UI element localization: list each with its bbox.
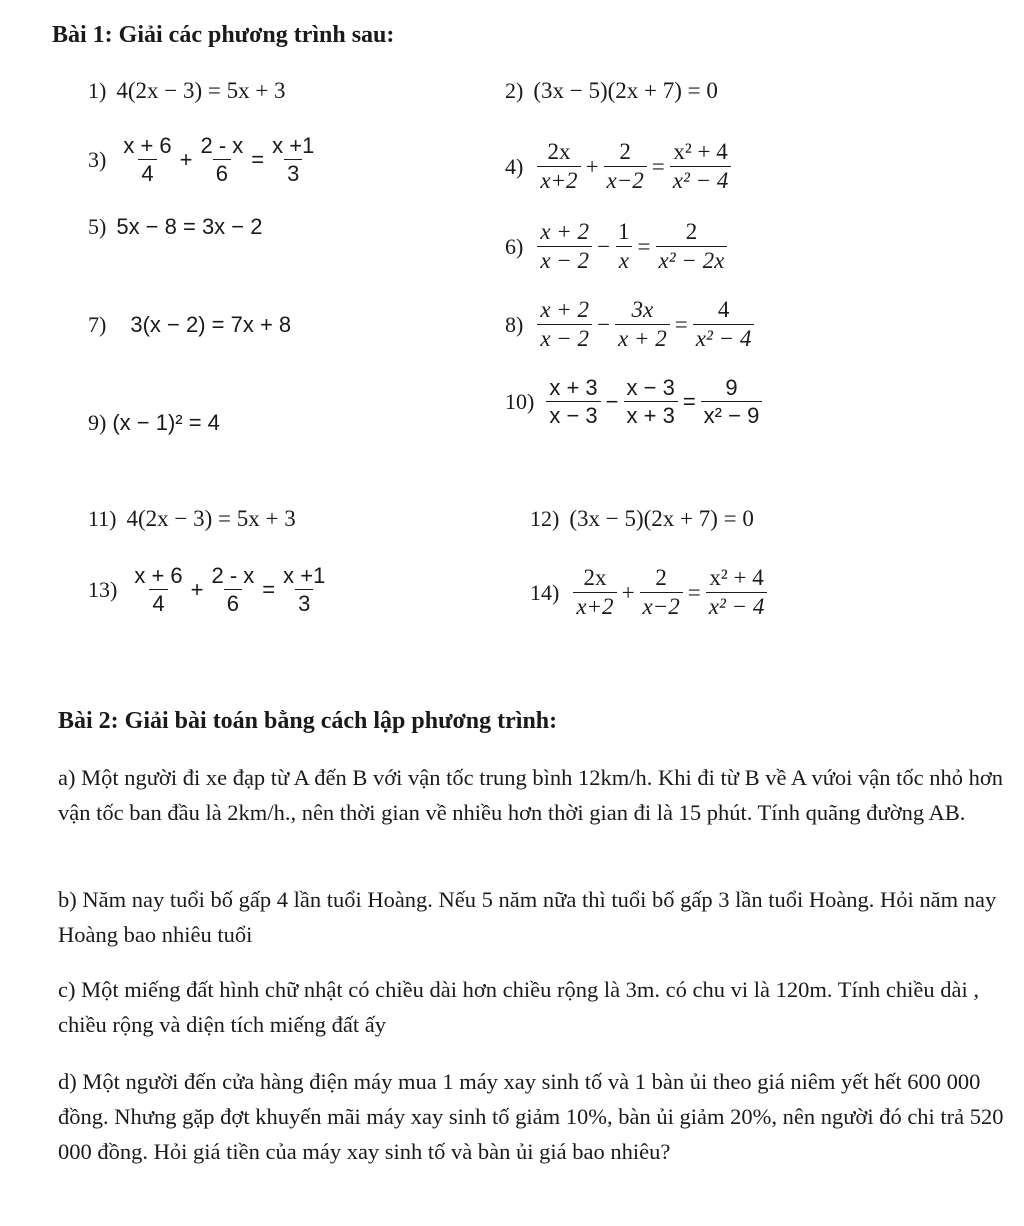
fraction: $\frac{x + 3}{x - 3}$ [546,376,600,427]
fraction: $\frac{2x}{x+2}$ [537,140,580,193]
equation: $\frac{2x}{x+2}$ + $\frac{2}{x-2}$ = $\frac{\text{x² + 4}}{\text{x² − 4}}$ [571,566,769,619]
fraction: $\frac{x - 3}{x + 3}$ [624,376,678,427]
equation: $\frac{x + 6}{4}$ + $\frac{2 - x}{6}$ = $\frac{x +1}{3}$ [129,564,330,615]
problem-number: 14) [530,579,560,605]
equation: 5x − 8 = 3x − 2 [116,214,263,239]
fraction: $\frac{1}{x}$ [615,220,633,273]
problem-8 [505,298,756,351]
word-problem-a: a) Một người đi xe đạp từ A đến B với vận tốc trung bình 12km/h. Khi đi từ B về A vứoi vận tốc nhỏ hơn vận tốc ban đầu là 2km/h., nên thời gian về nhiều hơn thời gian đi là 15 phút. Tính quãng đường AB. [58,765,1004,825]
problem-number: 2) [505,78,524,103]
problem-3 [88,134,319,185]
fraction: $\frac{\text{x² + 4}}{\text{x² − 4}}$ [706,566,768,619]
problem-number: 5) [88,214,107,239]
fraction: $\frac{3x}{x + 2}$ [615,298,670,351]
fraction: $\frac{2}{x-2}$ [640,566,683,619]
problem-number: 6) [505,233,524,259]
equation: $\frac{x + 2}{x - 2}$ − $\frac{1}{x}$ = $\frac{2}{\text{x² − 2x}}$ [535,220,729,273]
problem-number: 7) [88,312,107,337]
section-1-heading: Bài 1: Giải các phương trình sau: [52,22,395,48]
problem-11 [88,506,296,532]
problem-number: 9) [88,410,107,435]
problem-9 [88,410,220,436]
fraction: $\frac{2}{x-2}$ [604,140,647,193]
problem-number: 12) [530,506,560,531]
equation: $\frac{x + 6}{4}$ + $\frac{2 - x}{6}$ = $\frac{x +1}{3}$ [118,134,319,185]
equation: $\frac{x + 3}{x - 3}$ − $\frac{x - 3}{x + 3}$ = $\frac{9}{\text{x² − 9}}$ [544,376,764,427]
problem-13 [88,564,330,615]
fraction: $\frac{x +1}{3}$ [283,563,326,617]
section-2-heading: Bài 2: Giải bài toán bằng cách lập phương trình: [58,708,558,734]
equation: 3(x − 2) = 7x + 8 [130,312,292,337]
problem-4 [505,140,733,193]
fraction: $\frac{2}{\text{x² − 2x}}$ [656,220,728,273]
word-problem-c: c) Một miếng đất hình chữ nhật có chiều dài hơn chiều rộng là 3m. có chu vi là 120m. Tính chiều dài , chiều rộng và diện tích miếng đất ấy [58,977,979,1037]
problem-number: 3) [88,146,107,172]
problem-number: 1) [88,78,107,103]
fraction: $\frac{x + 2}{x - 2}$ [537,220,592,273]
problem-10 [505,376,764,427]
equation: (3x − 5)(2x + 7) = 0 [533,78,718,103]
word-problem-d: d) Một người đến cửa hàng điện máy mua 1 máy xay sinh tố và 1 bàn ủi theo giá niêm yết hết 600 000 đồng. Nhưng gặp đợt khuyến mãi máy xay sinh tố giảm 10%, bàn ủi giảm 20%, nên người đó chi trả 520 000 đồng. Hỏi giá tiền của máy xay sinh tố và bàn ủi giá bao nhiêu? [58,1069,1004,1164]
problem-6 [505,220,729,273]
equation: 4(2x − 3) = 5x + 3 [126,506,296,531]
equation: (3x − 5)(2x + 7) = 0 [569,506,754,531]
equation: (x − 1)² = 4 [112,410,220,435]
equation: 4(2x − 3) = 5x + 3 [116,78,286,103]
fraction: $\frac{x + 2}{x - 2}$ [537,298,592,351]
fraction: $\frac{9}{\text{x² − 9}}$ [701,376,763,427]
word-problem-b: b) Năm nay tuổi bố gấp 4 lần tuổi Hoàng. Nếu 5 năm nữa thì tuổi bố gấp 3 lần tuổi Hoàng. Hỏi năm nay Hoàng bao nhiêu tuổi [58,887,997,947]
problem-2 [505,78,718,104]
problem-number: 10) [505,388,535,414]
fraction: $\frac{x +1}{3}$ [272,133,315,187]
problem-5 [88,214,263,240]
problem-14 [530,566,769,619]
fraction: $\frac{2x}{x+2}$ [573,566,616,619]
problem-number: 8) [505,311,524,337]
fraction: $\frac{x + 6}{4}$ [134,563,183,617]
problem-1 [88,78,286,104]
problem-12 [530,506,754,532]
problem-7 [88,312,291,338]
fraction: $\frac{2 - x}{6}$ [211,563,255,617]
fraction: $\frac{x + 6}{4}$ [123,133,172,187]
problem-number: 11) [88,506,117,531]
equation: $\frac{x + 2}{x - 2}$ − $\frac{3x}{x + 2}$ = $\frac{4}{\text{x² − 4}}$ [535,298,756,351]
equation: $\frac{2x}{x+2}$ + $\frac{2}{x-2}$ = $\frac{\text{x² + 4}}{\text{x² − 4}}$ [535,140,733,193]
problem-number: 4) [505,153,524,179]
fraction: $\frac{4}{\text{x² − 4}}$ [693,298,755,351]
fraction: $\frac{2 - x}{6}$ [200,133,244,187]
problem-number: 13) [88,576,118,602]
fraction: $\frac{\text{x² + 4}}{\text{x² − 4}}$ [670,140,732,193]
